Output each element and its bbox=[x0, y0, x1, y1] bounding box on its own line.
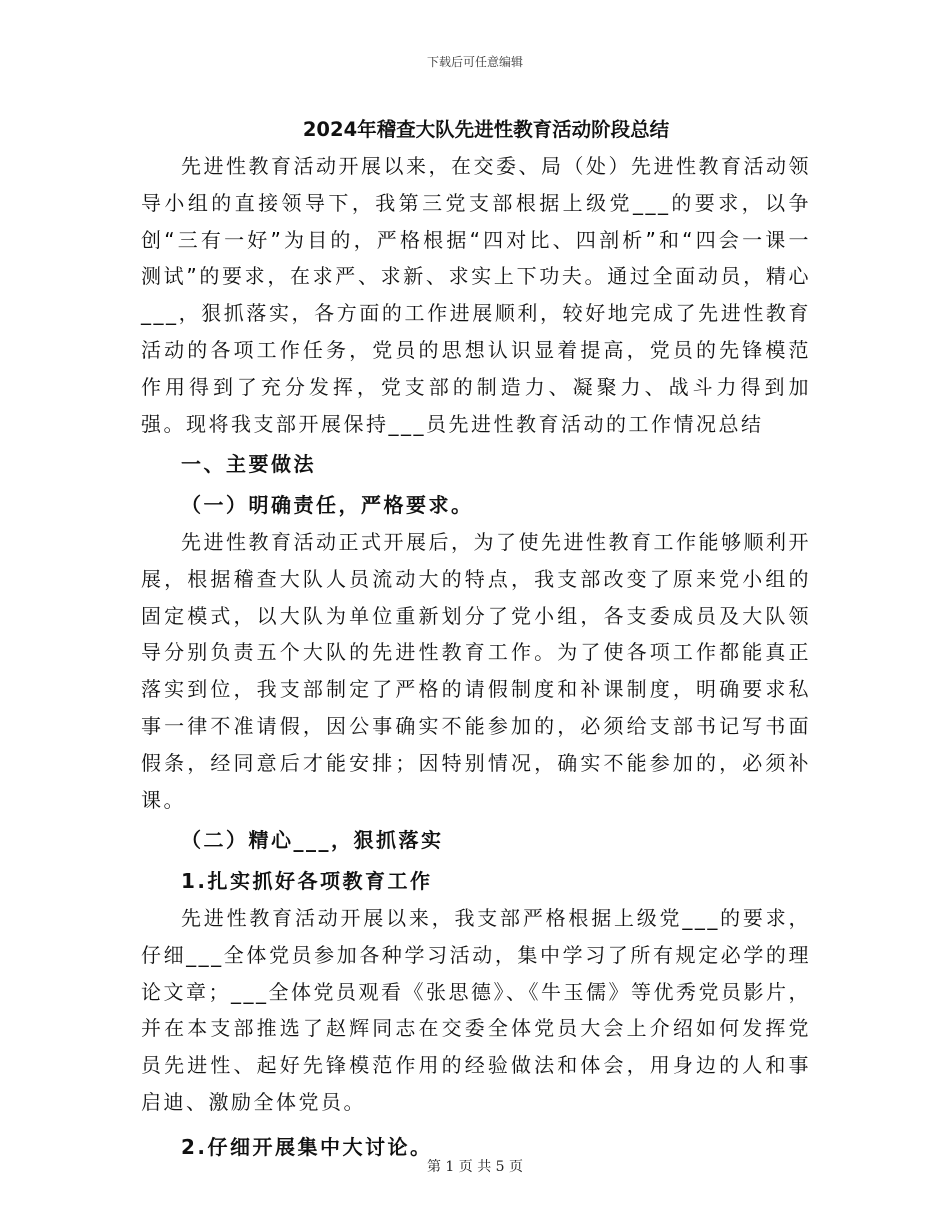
responsibility-paragraph: 先进性教育活动正式开展后，为了使先进性教育工作能够顺利开展，根据稽查大队人员流动大的特点，我支部改变了原来党小组的固定模式，以大队为单位重新划分了党小组，各支委成员及大队领导分别负责五个大队的先进性教育工作。为了使各项工作都能真正落实到位，我支部制定了严格的请假制度和补课制度，明确要求私事一律不准请假，因公事确实不能参加的，必须给支部书记写书面假条，经同意后才能安排；因特别情况，确实不能参加的，必须补课。 bbox=[141, 529, 811, 812]
item-heading-discussion: 2.仔细开展集中大讨论。 bbox=[181, 1134, 433, 1159]
subsection-heading-implementation: （二）精心___，狠抓落实 bbox=[181, 828, 444, 853]
subsection-heading-responsibility: （一）明确责任，严格要求。 bbox=[181, 493, 474, 518]
intro-paragraph: 先进性教育活动开展以来，在交委、局（处）先进性教育活动领导小组的直接领导下，我第三党支部根据上级党___的要求，以争创“三有一好”为目的，严格根据“四对比、四剖析”和“四会一课一测试”的要求，在求严、求新、求实上下功夫。通过全面动员，精心___，狠抓落实，各方面的工作进展顺利，较好地完成了先进性教育活动的各项工作任务，党员的思想认识显着提高，党员的先锋模范作用得到了充分发挥，党支部的制造力、凝聚力、战斗力得到加强。现将我支部开展保持___员先进性教育活动的工作情况总结 bbox=[141, 154, 811, 436]
page-footer: 第 1 页 共 5 页 bbox=[426, 1159, 524, 1175]
section-heading-main-practices: 一、主要做法 bbox=[181, 452, 316, 477]
document-body bbox=[141, 112, 811, 1166]
item-heading-education-work: 1.扎实抓好各项教育工作 bbox=[181, 869, 433, 894]
document-title: 2024年稽查大队先进性教育活动阶段总结 bbox=[302, 118, 670, 141]
header-note: 下载后可任意编辑 bbox=[426, 55, 523, 69]
education-work-paragraph: 先进性教育活动开展以来，我支部严格根据上级党___的要求，仔细___全体党员参加各种学习活动，集中学习了所有规定必学的理论文章；___全体党员观看《张思德》、《牛玉儒》等优秀党员影片，并在本支部推选了赵辉同志在交委全体党员大会上介绍如何发挥党员先进性、起好先锋模范作用的经验做法和体会，用身边的人和事启迪、激励全体党员。 bbox=[141, 905, 811, 1114]
